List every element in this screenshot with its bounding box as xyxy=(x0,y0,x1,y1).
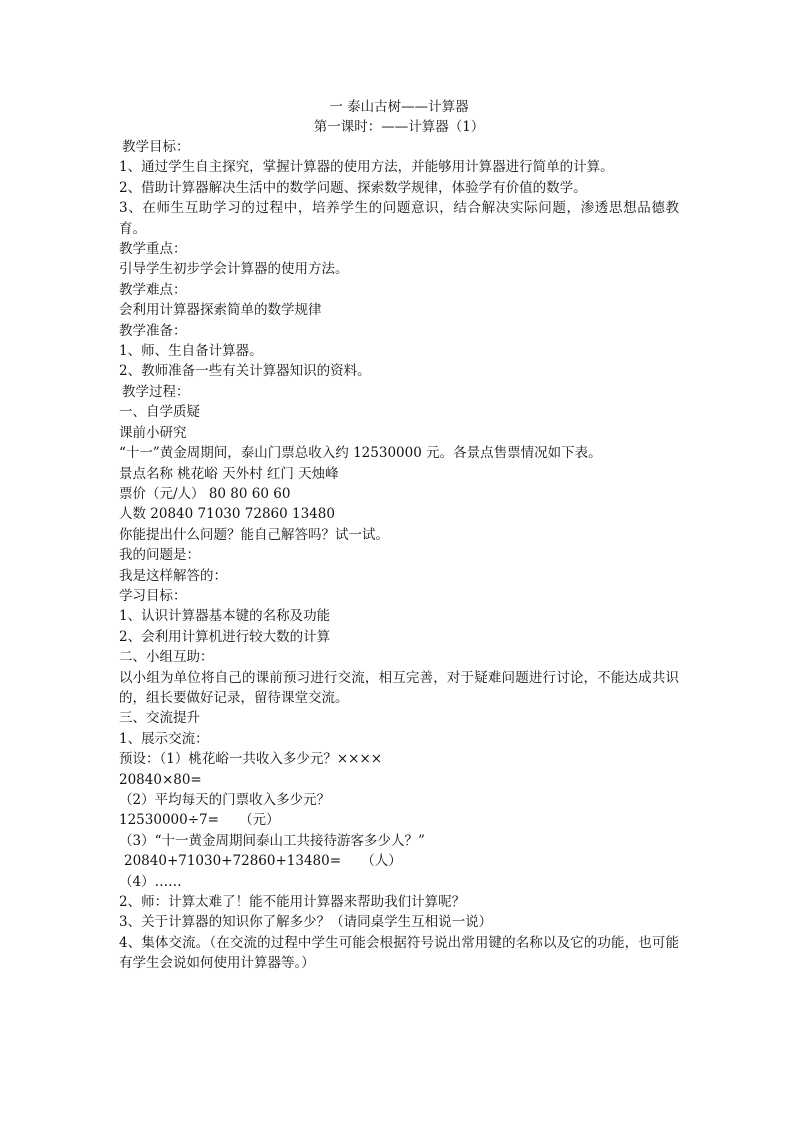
heading-preparation: 教学准备： xyxy=(119,322,187,339)
heading-learning-goals: 学习目标： xyxy=(119,587,187,604)
lesson-subtitle: 第一课时：——计算器（1） xyxy=(313,119,485,135)
paragraph-goal-2: 2、借助计算器解决生活中的数学问题、探索数学规律，体验学有价值的数学。 xyxy=(119,179,587,196)
paragraph-goal-3: 3、在师生互助学习的过程中，培养学生的问题意识，结合解决实际问题，渗透思想品德教育。 xyxy=(119,200,679,237)
paragraph-group-exchange: 4、集体交流。（在交流的过程中学生可能会根据符号说出常用键的名称以及它的功能，也可能有学生会说如何使用计算器等。） xyxy=(119,934,679,972)
paragraph-preset-2: （2）平均每天的门票收入多少元？ xyxy=(119,792,331,808)
paragraph-prep-1: 1、师、生自备计算器。 xyxy=(119,343,263,360)
paragraph-my-answer: 我是这样解答的： xyxy=(119,567,227,584)
paragraph-pre-class: 课前小研究 xyxy=(119,424,187,441)
paragraph-knowledge: 3、关于计算器的知识你了解多少？（请同桌学生互相说一说） xyxy=(119,914,493,931)
paragraph-group-help: 以小组为单位将自己的课前预习进行交流，相互完善，对于疑难问题进行讨论，不能达成共识的，组长要做好记录，留待课堂交流。 xyxy=(119,669,679,706)
paragraph-revenue: “十一”黄金周期间，泰山门票总收入约 12530000 元。各景点售票情况如下表。 xyxy=(119,445,602,462)
table-row-sites: 景点名称 桃花峪 天外村 红门 天烛峰 xyxy=(119,465,339,482)
paragraph-learning-1: 1、认识计算器基本键的名称及功能 xyxy=(119,608,331,625)
paragraph-calc-2: 12530000÷7= （元） xyxy=(119,812,280,829)
document-body xyxy=(119,97,679,974)
table-row-prices: 票价（元/人） 80 80 60 60 xyxy=(119,485,291,502)
paragraph-learning-2: 2、会利用计算机进行较大数的计算 xyxy=(119,628,331,645)
paragraph-preset-1: 预设：（1）桃花峪一共收入多少元？×××× xyxy=(119,751,383,768)
paragraph-prep-2: 2、教师准备一些有关计算器知识的资料。 xyxy=(119,363,371,380)
paragraph-preset-3: （3）“十一黄金周期间泰山工共接待游客多少人？” xyxy=(119,832,425,849)
heading-difficulties: 教学难点： xyxy=(119,281,187,298)
heading-self-study: 一、自学质疑 xyxy=(119,404,200,421)
table-row-visitors: 人数 20840 71030 72860 13480 xyxy=(119,506,335,523)
heading-teaching-goals: 教学目标： xyxy=(122,139,190,155)
heading-key-points: 教学重点： xyxy=(119,241,187,258)
paragraph-my-question: 我的问题是： xyxy=(119,547,200,564)
paragraph-key-points: 引导学生初步学会计算器的使用方法。 xyxy=(119,261,349,278)
paragraph-goal-1: 1、通过学生自主探究，掌握计算器的使用方法，并能够用计算器进行简单的计算。 xyxy=(119,159,614,176)
paragraph-teacher: 2、师：计算太难了！能不能用计算器来帮助我们计算呢？ xyxy=(119,894,466,911)
heading-process: 教学过程： xyxy=(122,383,190,400)
paragraph-calc-1: 20840×80= xyxy=(119,771,202,788)
paragraph-difficulties: 会利用计算器探索简单的数学规律 xyxy=(119,302,322,319)
paragraph-question: 你能提出什么问题？能自己解答吗？试一试。 xyxy=(119,526,389,543)
paragraph-calc-3: 20840+71030+72860+13480= （人） xyxy=(124,853,402,870)
heading-group-help: 二、小组互助： xyxy=(119,649,214,666)
paragraph-preset-4: （4）…… xyxy=(119,873,182,890)
page-title: 一 泰山古树——计算器 xyxy=(329,99,469,115)
paragraph-show: 1、展示交流： xyxy=(119,730,209,747)
heading-exchange: 三、交流提升 xyxy=(119,710,200,727)
